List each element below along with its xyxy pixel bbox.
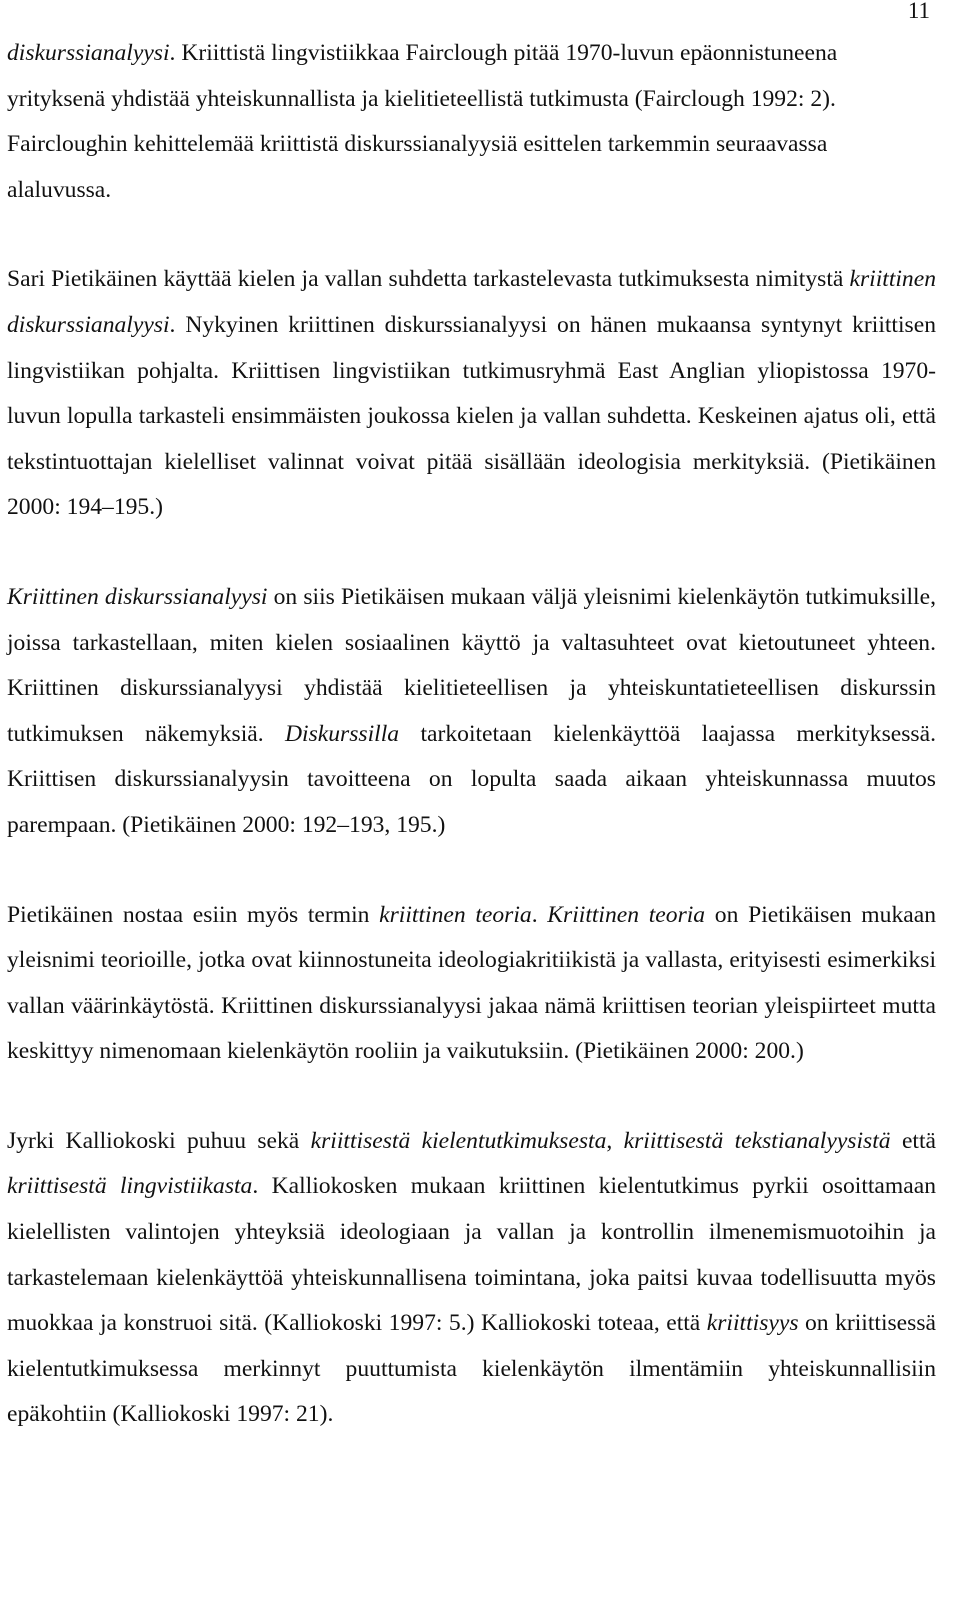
text-run: on kriittisessä kielentutkimuksessa merkinnyt puuttumista kielenkäytön ilmentämiin yhteiskunnallisiin epäkohtiin (Kalliokoski 1997: 21). <box>7 1310 936 1428</box>
italic-term: kriittinen diskurssianalyysi <box>7 266 936 338</box>
italic-term: kriittisestä lingvistiikasta <box>7 1173 253 1200</box>
italic-term: kriittinen teoria <box>379 901 532 928</box>
paragraph-1 <box>7 31 936 213</box>
italic-term: diskurssianalyysi <box>7 40 170 66</box>
text-run: että <box>890 1127 936 1154</box>
italic-term: Diskurssilla <box>285 720 400 747</box>
text-run: . Kriittistä lingvistiikkaa Fairclough pitää 1970-luvun epäonnistuneena yrityksenä yhdistää yhteiskunnallista ja kielitieteellistä tutkimusta (Fairclough 1992: 2). Faircloughin kehittelemää kriittistä diskurssianalyysiä esittelen tarkemmin seuraavassa alaluvussa. <box>7 40 838 203</box>
italic-term: kriittisestä kielentutkimuksesta <box>310 1127 607 1154</box>
text-run: on Pietikäisen mukaan yleisnimi teorioille, jotka ovat kiinnostuneita ideologiakritiikistä ja vallasta, erityisesti esimerkiksi vallan väärinkäytöstä. Kriittinen diskurssianalyysi jakaa nämä kriittisen teorian yleispiirteet mutta keskittyy nimenomaan kielenkäytön rooliin ja vaikutuksiin. (Pietikäinen 2000: 200.) <box>7 901 936 1065</box>
paragraph-3 <box>7 575 936 849</box>
text-run: Sari Pietikäinen käyttää kielen ja vallan suhdetta tarkastelevasta tutkimuksesta nimitystä <box>7 266 850 293</box>
italic-term: Kriittinen diskurssianalyysi <box>7 583 268 610</box>
text-run: . <box>531 901 548 928</box>
paragraph-2 <box>7 257 936 531</box>
text-run: Pietikäinen nostaa esiin myös termin <box>7 901 380 928</box>
text-run: , <box>606 1127 624 1154</box>
document-body <box>7 31 936 1438</box>
text-run: on siis Pietikäisen mukaan väljä yleisnimi kielenkäytön tutkimuksille, joissa tarkastellaan, miten kielen sosiaalinen käyttö ja valtasuhteet ovat kietoutuneet yhteen. Kriittinen diskurssianalyysi yhdistää kielitieteellisen ja yhteiskuntatieteellisen diskurssin tutkimuksen näkemyksiä. <box>7 583 936 747</box>
text-run: . Nykyinen kriittinen diskurssianalyysi on hänen mukaansa syntynyt kriittisen lingvistiikan pohjalta. Kriittisen lingvistiikan tutkimusryhmä East Anglian yliopistossa 1970-luvun lopulla tarkasteli ensimmäisten joukossa kielen ja vallan suhdetta. Keskeinen ajatus oli, että tekstintuottajan kielelliset valinnat voivat pitää sisällään ideologisia merkityksiä. (Pietikäinen 2000: 194–195.) <box>7 311 936 521</box>
italic-term: Kriittinen teoria <box>547 901 706 928</box>
text-run: tarkoitetaan kielenkäyttöä laajassa merkityksessä. Kriittisen diskurssianalyysin tavoitteena on lopulta saada aikaan yhteiskunnassa muutos parempaan. (Pietikäinen 2000: 192–193, 195.) <box>7 720 936 838</box>
page-number: 11 <box>907 0 930 23</box>
paragraph-4 <box>7 893 936 1075</box>
paragraph-5 <box>7 1119 936 1438</box>
italic-term: kriittisyys <box>706 1310 799 1337</box>
italic-term: kriittisestä tekstianalyysistä <box>623 1127 891 1154</box>
text-run: . Kalliokosken mukaan kriittinen kielentutkimus pyrkii osoittamaan kielellisten valintojen yhteyksiä ideologiaan ja vallan ja kontrollin ilmenemismuotoihin ja tarkastelemaan kielenkäyttöä yhteiskunnallisena toimintana, joka paitsi kuvaa todellisuutta myös muokkaa ja konstruoi sitä. (Kalliokoski 1997: 5.) Kalliokoski toteaa, että <box>7 1173 936 1337</box>
text-run: Jyrki Kalliokoski puhuu sekä <box>7 1127 311 1154</box>
